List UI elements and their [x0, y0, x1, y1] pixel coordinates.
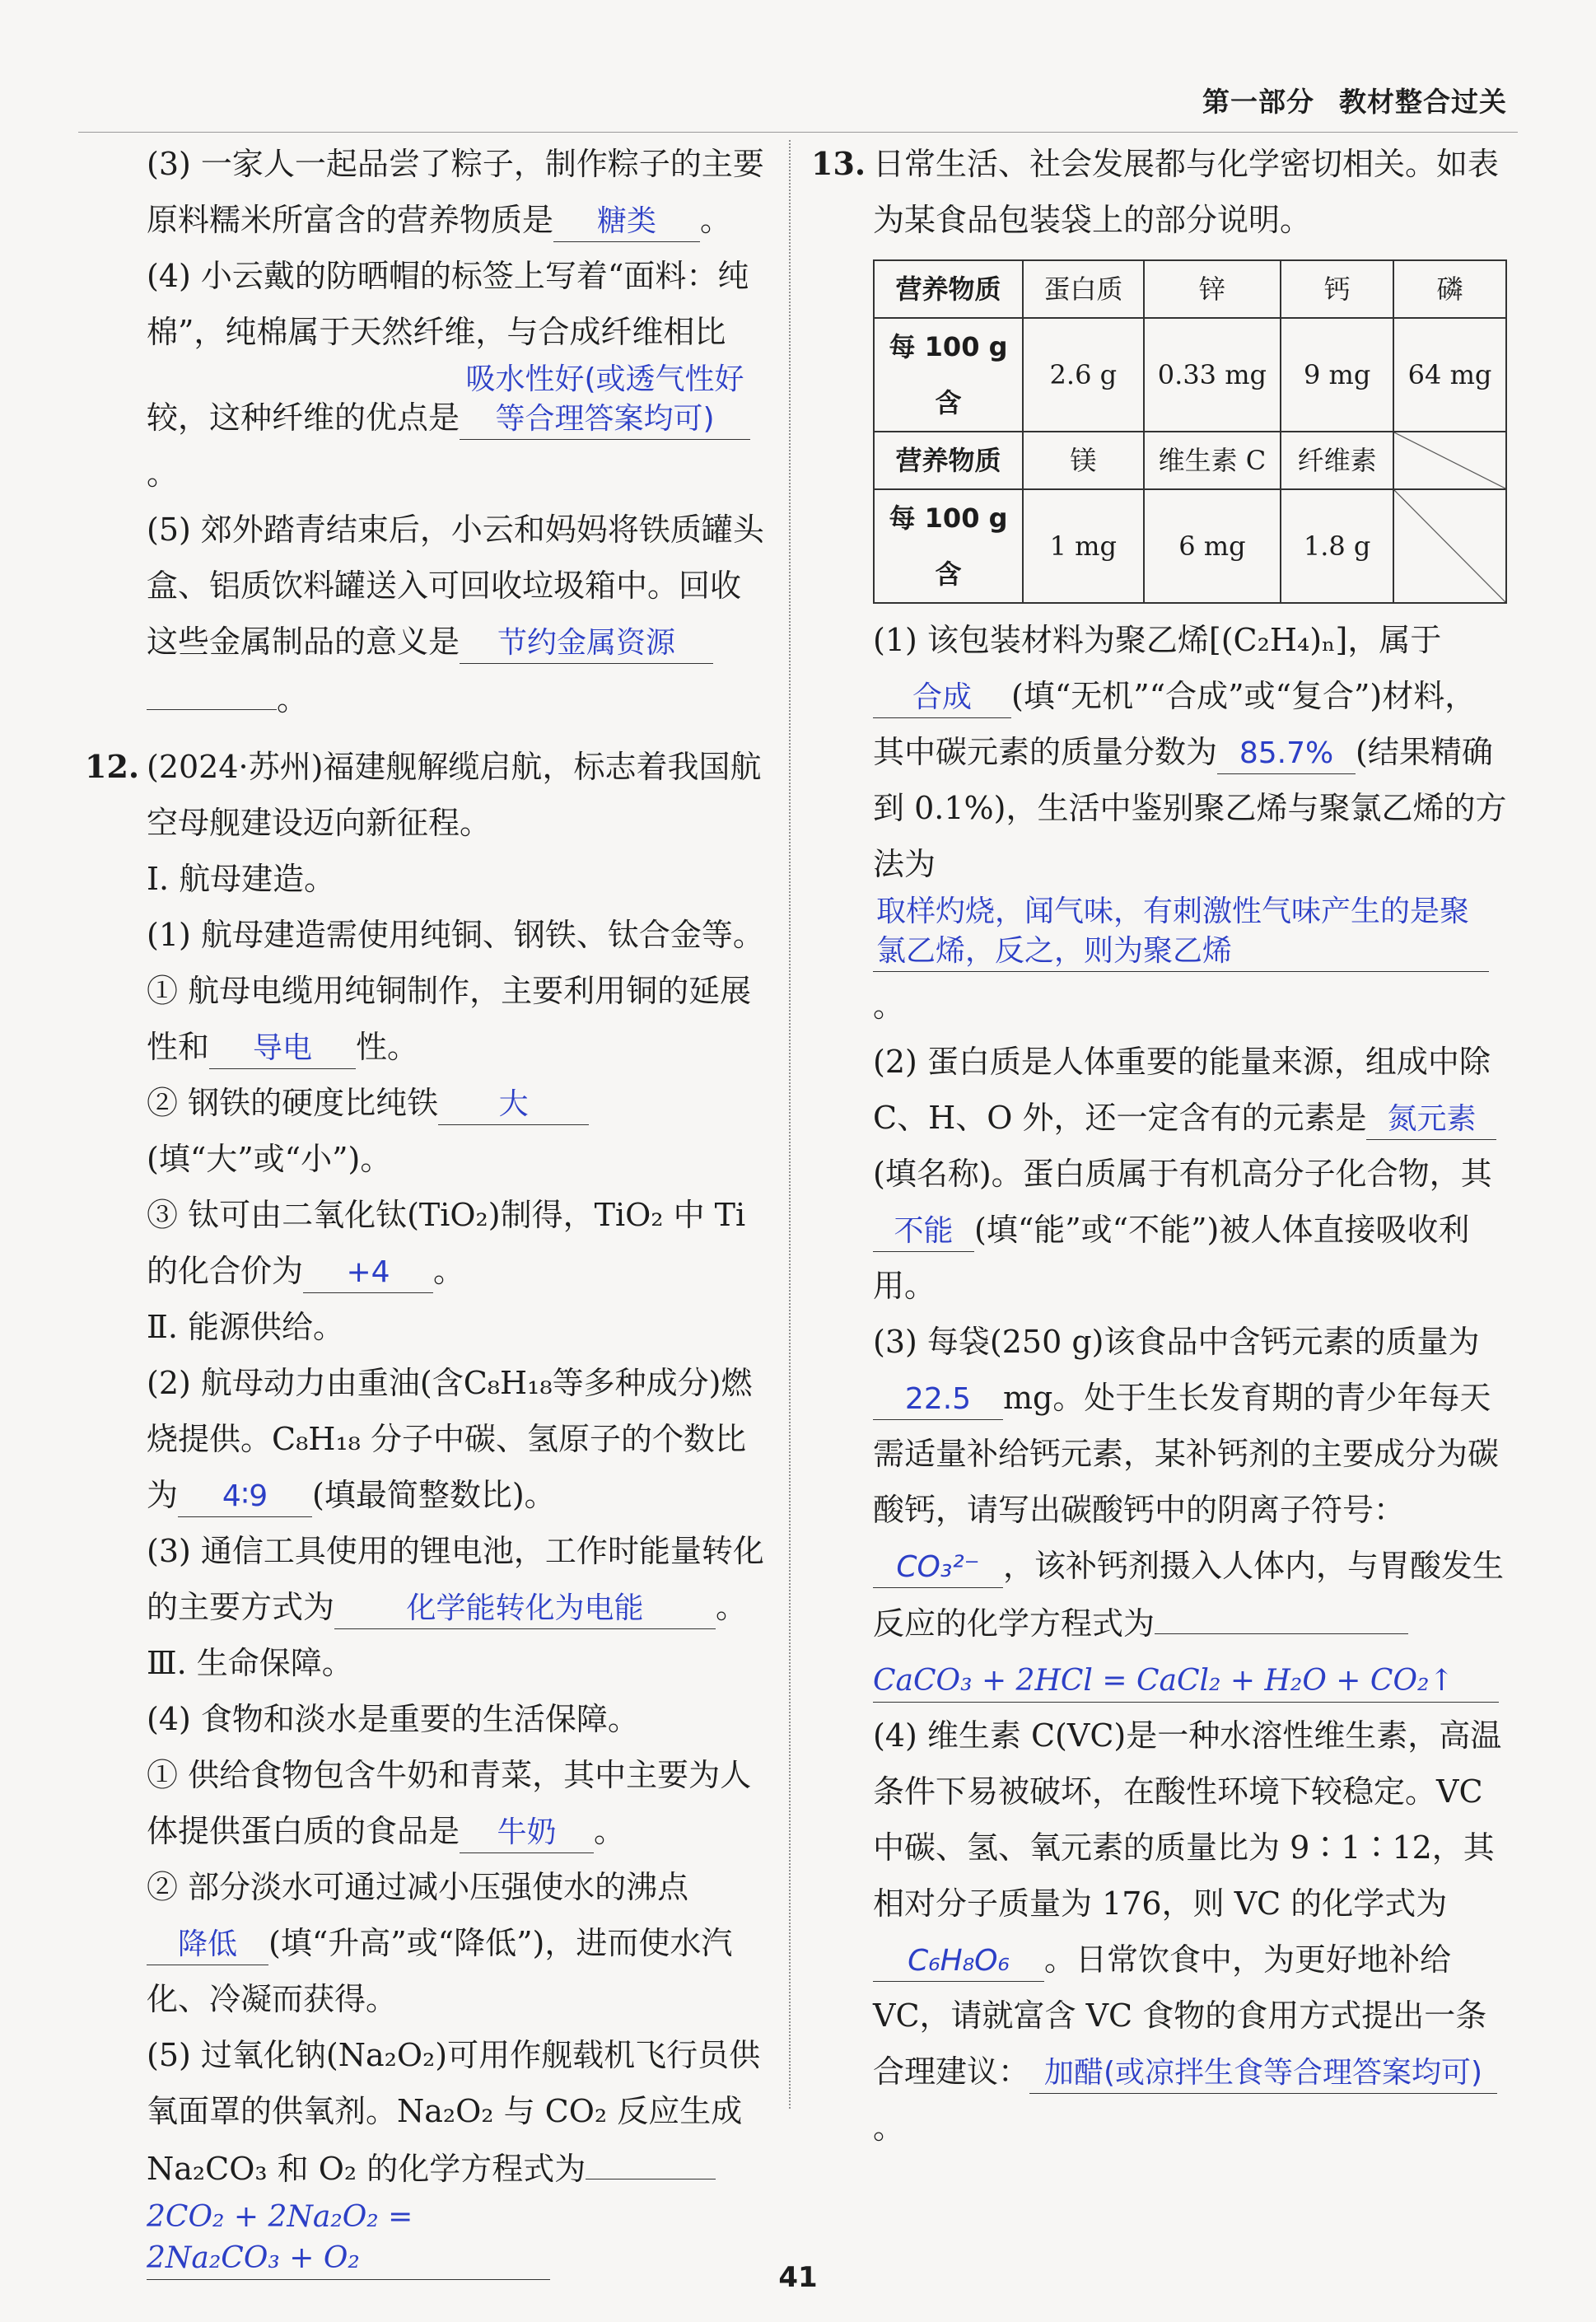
- q13-p1-answer-method[interactable]: 取样灼烧，闻气味，有刺激性气味产生的是聚氯乙烯，反之，则为聚乙烯: [873, 892, 1489, 972]
- page-header: [1178, 81, 1507, 119]
- q13-p4-answer-suggestion[interactable]: 加醋(或凉拌生食等合理答案均可): [1029, 2053, 1497, 2094]
- q11-p4-answer[interactable]: 吸水性好(或透气性好等合理答案均可): [460, 360, 750, 440]
- q11-part4: (4) 小云戴的防晒帽的标签上写着“面料：纯棉”，纯棉属于天然纤维，与合成纤维相比较，这种纤维的优点是吸水性好(或透气性好等合理答案均可)。: [147, 258, 749, 492]
- right-column: [811, 136, 1507, 2156]
- q12-p5-blank: [586, 2139, 716, 2180]
- q13-p2-answer-element[interactable]: 氮元素: [1366, 1100, 1496, 1140]
- q12-part1a: ① 航母电缆用纯铜制作，主要利用铜的延展性和 导电 性。: [147, 963, 768, 1075]
- q12-section-3: Ⅲ. 生命保障。: [147, 1645, 353, 1681]
- q13-p3-answer-mass[interactable]: 22.5: [873, 1380, 1003, 1420]
- row-label-nutrient: 营养物质: [874, 260, 1023, 318]
- table-cell: 镁: [1023, 432, 1144, 489]
- q12-part4a: ① 供给食物包含牛奶和青菜，其中主要为人体提供蛋白质的食品是 牛奶 。: [147, 1747, 768, 1859]
- table-cell: 锌: [1144, 260, 1281, 318]
- q13-number: 13.: [811, 145, 866, 182]
- q13-intro: 日常生活、社会发展都与化学密切相关。如表为某食品包装袋上的部分说明。: [873, 146, 1500, 238]
- q13-p1-answer-material[interactable]: 合成: [873, 678, 1011, 718]
- header-section: 教材整合过关: [1339, 86, 1507, 118]
- q13-p4-answer-formula[interactable]: C₆H₈O₆: [873, 1941, 1044, 1982]
- nutrition-table: [873, 259, 1507, 604]
- table-row: [874, 432, 1506, 489]
- empty-cell: [1393, 489, 1506, 603]
- q13-p2-answer-absorb[interactable]: 不能: [873, 1212, 974, 1252]
- q12-p3-answer[interactable]: 化学能转化为电能: [334, 1589, 716, 1629]
- table-cell: 钙: [1281, 260, 1393, 318]
- q12-part1: (1) 航母建造需使用纯铜、钢铁、钛合金等。: [147, 917, 764, 953]
- q12-p4b-answer[interactable]: 降低: [147, 1925, 268, 1965]
- q12-part1b: ② 钢铁的硬度比纯铁 大(填“大”或“小”)。: [147, 1075, 768, 1187]
- q12-p1c-answer[interactable]: +4: [303, 1253, 433, 1293]
- q13-part4: (4) 维生素 C(VC)是一种水溶性维生素，高温条件下易被破坏，在酸性环境下较稳定。VC 中碳、氢、氧元素的质量比为 9∶1∶12，其相对分子质量为 176，则 VC 的化学式为C₆H₈O₆ 。日常饮食中，为更好地补给VC，请就富含 VC 食物的食用方式提出一条合理建议： 加醋(或凉拌生食等合理答案均可)。: [873, 1717, 1502, 2146]
- table-cell: 2.6 g: [1023, 318, 1144, 432]
- table-cell: 6 mg: [1144, 489, 1281, 603]
- q12-p1b-answer[interactable]: 大: [438, 1085, 589, 1125]
- q12-section-2: Ⅱ. 能源供给。: [147, 1309, 344, 1345]
- q12-intro: (2024·苏州)福建舰解缆启航，标志着我国航空母舰建设迈向新征程。: [147, 749, 762, 841]
- q12-part4b: ② 部分淡水可通过减小压强使水的沸点降低 (填“升高”或“降低”)，进而使水汽化、冷凝而获得。: [147, 1869, 733, 2017]
- left-column: [85, 136, 768, 2285]
- q12-p2-answer[interactable]: 4∶9: [178, 1477, 312, 1517]
- table-cell: 0.33 mg: [1144, 318, 1281, 432]
- header-rule: [78, 132, 1518, 133]
- table-cell: 维生素 C: [1144, 432, 1281, 489]
- q12-p5-answer[interactable]: 2CO₂ + 2Na₂O₂ = 2Na₂CO₃ + O₂: [147, 2197, 550, 2280]
- q12-section-1: Ⅰ. 航母建造。: [147, 861, 336, 897]
- q12-part1c: ③ 钛可由二氧化钛(TiO₂)制得，TiO₂ 中 Ti 的化合价为 +4 。: [147, 1187, 768, 1299]
- q11-p3-answer[interactable]: 糖类: [553, 202, 700, 242]
- table-cell: 9 mg: [1281, 318, 1393, 432]
- table-row: [874, 489, 1506, 603]
- q13-part1: (1) 该包装材料为聚乙烯[(C₂H₄)ₙ]，属于合成 (填“无机”“合成”或“复合”)材料，其中碳元素的质量分数为 85.7% (结果精确到 0.1%)，生活中鉴别聚乙烯与聚氯乙烯的方法为取样灼烧，闻气味，有刺激性气味产生的是聚氯乙烯，反之，则为聚乙烯。: [873, 622, 1507, 1024]
- table-row: [874, 260, 1506, 318]
- q13-part2: (2) 蛋白质是人体重要的能量来源，组成中除 C、H、O 外，还一定含有的元素是 氮元素(填名称)。蛋白质属于有机高分子化合物，其不能 (填“能”或“不能”)被人体直接吸收利用。: [873, 1034, 1507, 1314]
- q13-part3-equation: [873, 1652, 1507, 1708]
- q11-part3: (3) 一家人一起品尝了粽子，制作粽子的主要原料糯米所富含的营养物质是 糖类 。: [147, 136, 768, 248]
- q13-p3-answer-ion[interactable]: CO₃²⁻: [873, 1548, 1003, 1588]
- q11-p5-answer-cont: [147, 670, 277, 710]
- q13-p3-answer-equation[interactable]: CaCO₃ + 2HCl = CaCl₂ + H₂O + CO₂↑: [873, 1661, 1499, 1703]
- header-part: 第一部分: [1202, 86, 1314, 118]
- table-cell: 蛋白质: [1023, 260, 1144, 318]
- table-cell: 1.8 g: [1281, 489, 1393, 603]
- column-divider: [789, 140, 791, 2109]
- question-13: [811, 136, 1507, 2156]
- row-label-per100g: 每 100 g 含: [874, 489, 1023, 603]
- q12-number: 12.: [85, 748, 140, 785]
- table-cell: 64 mg: [1393, 318, 1506, 432]
- q13-p1-answer-fraction[interactable]: 85.7%: [1217, 734, 1356, 774]
- table-row: [874, 318, 1506, 432]
- q13-part3: (3) 每袋(250 g)该食品中含钙元素的质量为22.5 mg。处于生长发育期的青少年每天需适量补给钙元素，某补钙剂的主要成分为碳酸钙，请写出碳酸钙中的阴离子符号：CO₃²⁻ ，该补钙剂摄入人体内，与胃酸发生反应的化学方程式为: [873, 1324, 1505, 1642]
- row-label-per100g: 每 100 g 含: [874, 318, 1023, 432]
- q12-part4: (4) 食物和淡水是重要的生活保障。: [147, 1701, 639, 1737]
- q13-p3-blank: [1155, 1594, 1408, 1634]
- q12-p1a-answer[interactable]: 导电: [209, 1029, 356, 1069]
- row-label-nutrient: 营养物质: [874, 432, 1023, 489]
- table-cell: 纤维素: [1281, 432, 1393, 489]
- q11-part5: (5) 郊外踏青结束后，小云和妈妈将铁质罐头盒、铝质饮料罐送入可回收垃圾箱中。回收这些金属制品的意义是 节约金属资源。: [147, 512, 764, 717]
- q12-part3: (3) 通信工具使用的锂电池，工作时能量转化的主要方式为 化学能转化为电能 。: [147, 1523, 768, 1635]
- q12-part2: (2) 航母动力由重油(含C₈H₁₈等多种成分)燃烧提供。C₈H₁₈ 分子中碳、氢原子的个数比为 4∶9 (填最简整数比)。: [147, 1355, 768, 1523]
- empty-cell: [1393, 432, 1506, 489]
- q11-p5-answer[interactable]: 节约金属资源: [460, 624, 713, 664]
- table-cell: 1 mg: [1023, 489, 1144, 603]
- page-number: 41: [778, 2261, 818, 2294]
- q12-part5: (5) 过氧化钠(Na₂O₂)可用作舰载机飞行员供氧面罩的供氧剂。Na₂O₂ 与 CO₂ 反应生成 Na₂CO₃ 和 O₂ 的化学方程式为: [147, 2037, 761, 2187]
- table-cell: 磷: [1393, 260, 1506, 318]
- question-12: [85, 739, 768, 2285]
- q12-p4a-answer[interactable]: 牛奶: [460, 1813, 594, 1853]
